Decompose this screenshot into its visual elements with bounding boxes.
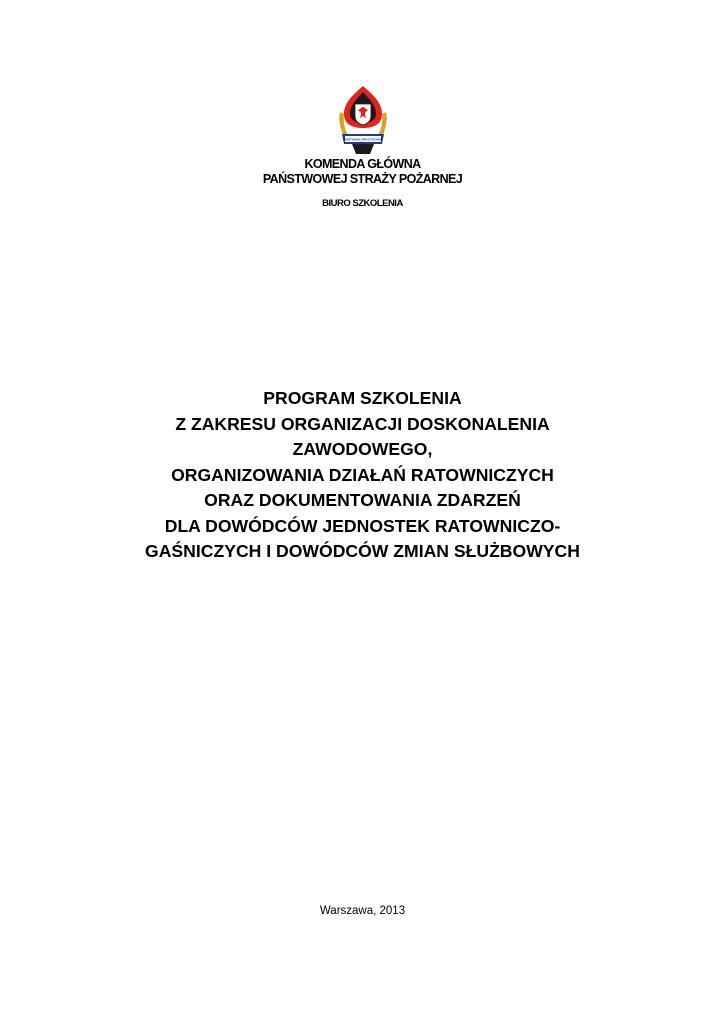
document-title (40, 386, 685, 565)
title-line: ZAWODOWEGO, (292, 439, 433, 459)
title-line: PROGRAM SZKOLENIA (263, 388, 462, 408)
title-line: DLA DOWÓDCÓW JEDNOSTEK RATOWNICZO- (164, 515, 561, 536)
org-name-line2: PAŃSTWOWEJ STRAŻY POŻARNEJ (262, 172, 463, 186)
org-name-line1: KOMENDA GŁÓWNA (304, 157, 421, 171)
org-department: BIURO SZKOLENIA (322, 198, 403, 209)
emblem-ribbon-text: PAŃSTWOWA STRAŻ POŻARNA (342, 138, 384, 142)
title-line: ORGANIZOWANIA DZIAŁAŃ RATOWNICZYCH (171, 464, 554, 485)
title-line: GAŚNICZYCH I DOWÓDCÓW ZMIAN SŁUŻBOWYCH (145, 541, 580, 561)
title-line: ORAZ DOKUMENTOWANIA ZDARZEŃ (204, 490, 521, 510)
state-fire-service-emblem-icon (334, 84, 392, 156)
place-and-date: Warszawa, 2013 (319, 905, 406, 917)
title-line: Z ZAKRESU ORGANIZACJI DOSKONALENIA (175, 413, 550, 434)
